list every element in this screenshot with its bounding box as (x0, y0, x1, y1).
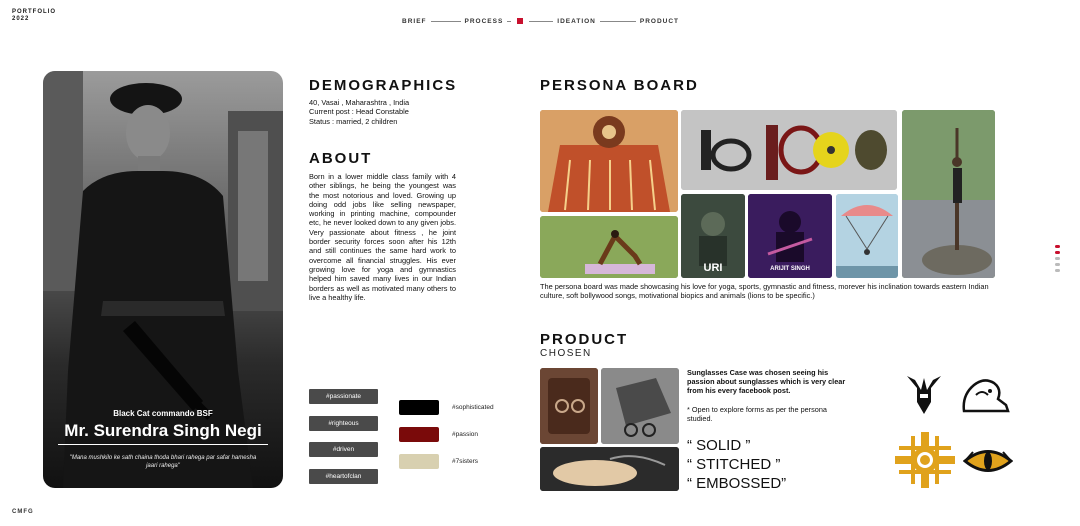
persona-name: Mr. Surendra Singh Negi (64, 421, 262, 440)
lion-outline-icon (958, 375, 1013, 415)
nav-line (507, 21, 511, 22)
persona-role: Black Cat commando BSF (113, 409, 213, 418)
page-dot-active[interactable] (1055, 251, 1060, 254)
grey-case-photo (601, 368, 679, 444)
nav-current-marker (517, 18, 523, 24)
nav-ideation[interactable]: IDEATION (557, 17, 596, 25)
nav-product[interactable]: PRODUCT (639, 17, 680, 25)
swatch-maroon (399, 427, 439, 442)
persona-caption: The persona board was made showcasing his love for yoga, sports, gymnastic and fitness, morever his inclination towards eastern Indian culture, soft bollywood songs, motivational biopics and animals (lions to be specific.) (540, 282, 989, 300)
demographics-post: Current post : Head Constable (309, 107, 409, 117)
portfolio-text: PORTFOLIO (12, 9, 56, 15)
persona-quote: "Mana mushkilo ke sath chaina thoda bhari rahega par safar hamesha jaari rahega" (69, 455, 257, 469)
tiger-eye-icon (963, 446, 1013, 476)
name-underline (58, 444, 268, 445)
nav-line (600, 21, 636, 22)
nav-brief[interactable]: BRIEF (402, 17, 427, 25)
process-nav (402, 15, 679, 27)
keyword-stitched: “ STITCHED ” (687, 456, 781, 473)
about-text: Born in a lower middle class family with 4 other siblings, he being the youngest was the most notorious and loved. Growing up doing odd jobs like selling newspaper, working in printing machine, compounder etc, he never looked down to any given jobs. Very passionate about fitness , he joint border security forces soon after his 12th and still continues the same hard work to overcome all financial struggles. His ever growing love for yoga and gymnastics helped him saved many lives in our Indian borders as well as motivated many others to live a healthy life. (309, 172, 456, 302)
yoga-tree-pose-photo (902, 110, 995, 278)
nav-line (529, 21, 553, 22)
persona-portrait (43, 71, 283, 488)
swatch-beige (399, 454, 439, 469)
keyword-embossed: “ EMBOSSED” (687, 475, 787, 492)
page-dot[interactable] (1055, 269, 1060, 272)
tag-heartofclan: #heartofclan (309, 469, 378, 484)
parasail-photo (836, 194, 898, 278)
nav-line (431, 21, 461, 22)
tag-passionate: #passionate (309, 389, 378, 404)
demographics-status: Status : married, 2 children (309, 116, 398, 126)
swatch-black (399, 400, 439, 415)
tag-driven: #driven (309, 442, 378, 457)
product-keywords (687, 436, 786, 493)
nav-process[interactable]: PROCESS (464, 17, 504, 25)
about-title: ABOUT (309, 150, 373, 167)
music-poster-arijit (748, 194, 832, 278)
page-dot-active[interactable] (1055, 245, 1060, 248)
portfolio-label (12, 9, 56, 23)
year-text: 2022 (12, 16, 30, 22)
stitched-case-photo (540, 447, 679, 491)
demographics-info (309, 98, 489, 126)
swatch-label: #7sisters (452, 458, 479, 465)
yoga-pose-photo (540, 216, 678, 278)
demographics-title: DEMOGRAPHICS (309, 77, 458, 94)
demographics-location: 40, Vasai , Maharashtra , India (309, 98, 410, 107)
product-subtitle: CHOSEN (540, 348, 592, 359)
cultural-shawl-photo (540, 110, 678, 212)
poster-uri-title: URI (703, 262, 723, 274)
product-note: * Open to explore forms as per the persona studied. (687, 405, 827, 423)
swatch-label: #sophisticated (452, 404, 494, 411)
movie-poster-uri (681, 194, 745, 278)
footer-brand: CMFG (12, 509, 34, 515)
page-dot[interactable] (1055, 263, 1060, 266)
page-dot[interactable] (1055, 257, 1060, 260)
swatch-label: #passion (452, 431, 479, 438)
product-description: Sunglasses Case was chosen seeing his passion about sunglasses which is very clear from his every facebook post. (687, 368, 846, 395)
fitness-gear-photo (681, 110, 897, 190)
product-title: PRODUCT (540, 331, 629, 348)
trident-emblem-icon (903, 372, 945, 418)
tag-righteous: #righteous (309, 416, 378, 431)
sun-lion-emblem-icon (895, 432, 955, 488)
keyword-solid: “ SOLID ” (687, 437, 751, 454)
persona-collage (540, 110, 995, 280)
poster-arijit-title: ARIJIT SINGH (770, 266, 810, 272)
persona-board-title: PERSONA BOARD (540, 77, 699, 94)
page-indicator (1055, 245, 1060, 275)
leather-case-photo (540, 368, 598, 444)
